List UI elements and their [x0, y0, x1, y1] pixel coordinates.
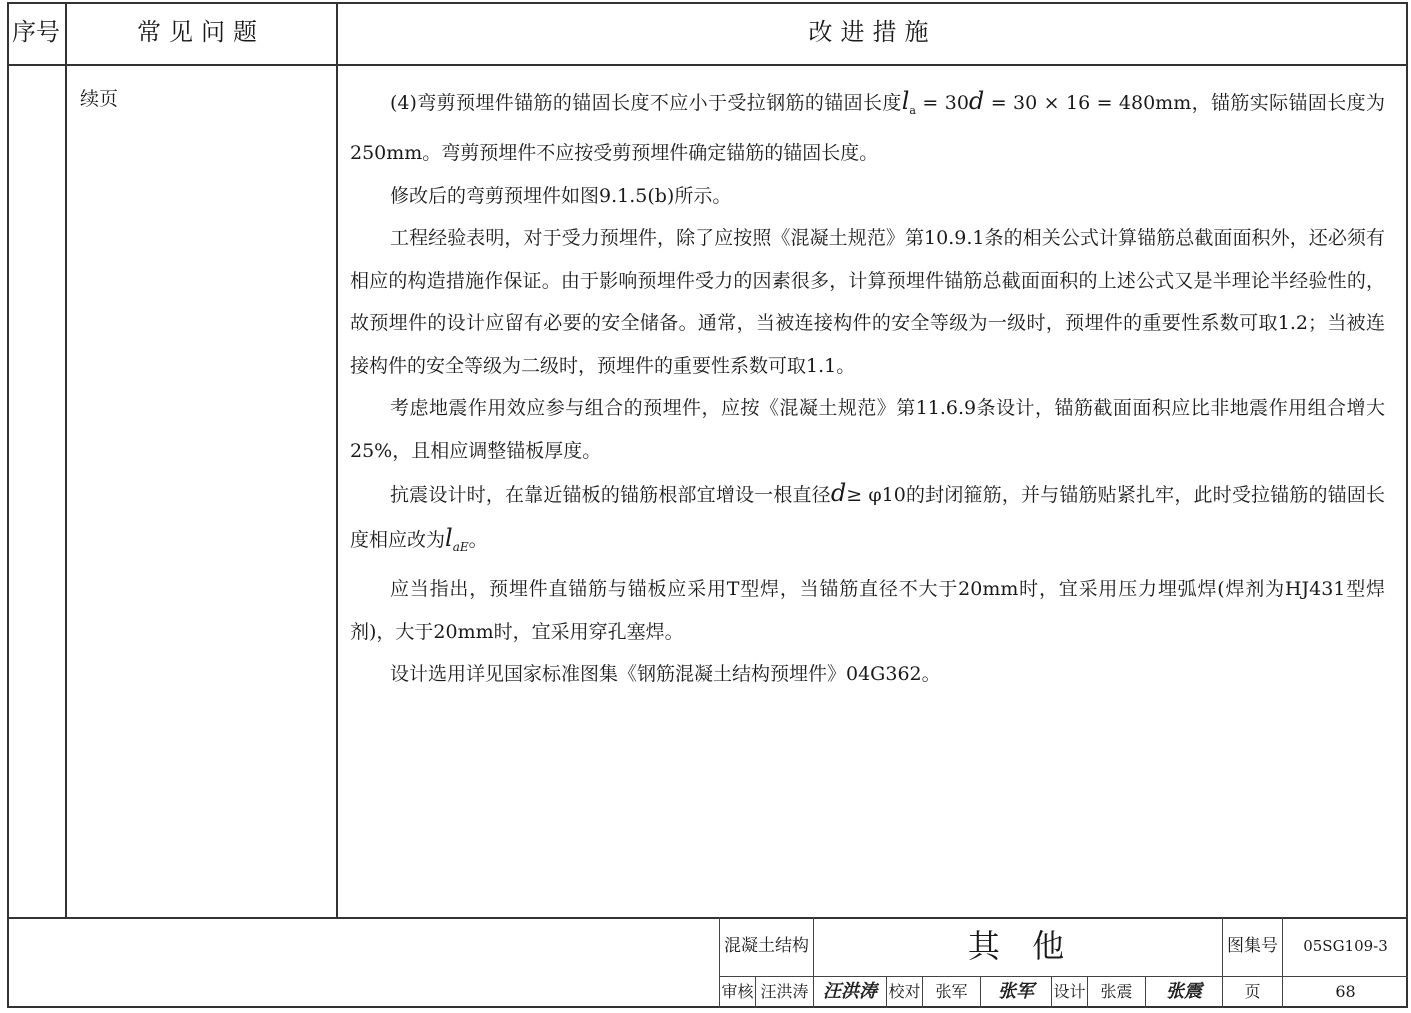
- paragraph-4: 考虑地震作用效应参与组合的预埋件，应按《混凝土规范》第11.6.9条设计，锚筋截面面积应比非地震作用组合增大25%，且相应调整锚板厚度。: [350, 397, 1385, 462]
- measures-text-block: [350, 80, 1385, 696]
- design-label: 设计: [1053, 982, 1086, 1001]
- header-common-problems: 常见问题: [137, 18, 265, 46]
- paragraph-5: 抗震设计时，在靠近锚板的锚筋根部宜增设一根直径d≥ φ10的封闭箍筋，并与锚筋贴紧扎牢，此时受拉锚筋的锚固长度相应改为$l_{aE}$。: [350, 479, 1385, 554]
- paragraph-7: 设计选用详见国家标准图集《钢筋混凝土结构预埋件》04G362。: [390, 663, 941, 686]
- paragraph-1: (4)弯剪预埋件锚筋的锚固长度不应小于受拉钢筋的锚固长度$l_a = 30d = 30 \times 16 = 480mm$，锚筋实际锚固长度为250mm。弯剪预埋件不应按受剪预埋件确定锚筋的锚固长度。: [350, 87, 1385, 165]
- review-label: 审核: [721, 982, 754, 1001]
- header-bottom-rule: [7, 64, 1408, 66]
- column-divider-1: [65, 2, 67, 917]
- review-signature: 汪洪涛: [823, 981, 877, 1002]
- column-divider-2: [336, 2, 338, 917]
- page-label: 页: [1244, 982, 1261, 1001]
- paragraph-2: 修改后的弯剪预埋件如图9.1.5(b)所示。: [390, 184, 732, 207]
- check-name: 张军: [935, 982, 968, 1001]
- header-improvement-measures: 改进措施: [808, 18, 937, 46]
- paragraph-3: 工程经验表明，对于受力预埋件，除了应按照《混凝土规范》第10.9.1条的相关公式计算锚筋总截面面积外，还必须有相应的构造措施作保证。由于影响预埋件受力的因素很多，计算预埋件锚筋总截面面积的上述公式又是半理论半经验性的，故预埋件的设计应留有必要的安全储备。通常，当被连接构件的安全等级为一级时，预埋件的重要性系数可取1.2；当被连接构件的安全等级为二级时，预埋件的重要性系数可取1.1。: [350, 227, 1385, 377]
- category-label: 混凝土结构: [724, 936, 809, 956]
- problem-label-continued: 续页: [80, 88, 119, 110]
- atlas-number: 05SG109-3: [1303, 937, 1388, 955]
- page-number: 68: [1335, 982, 1356, 1001]
- check-label: 校对: [888, 982, 921, 1001]
- design-name: 张震: [1100, 982, 1133, 1001]
- paragraph-6: 应当指出，预埋件直锚筋与锚板应采用T型焊，当锚筋直径不大于20mm时，宜采用压力埋弧焊(焊剂为HJ431型焊剂)，大于20mm时，宜采用穿孔塞焊。: [350, 578, 1385, 643]
- review-name: 汪洪涛: [760, 982, 809, 1001]
- atlas-number-label: 图集号: [1227, 936, 1278, 956]
- header-serial-number: 序号: [12, 18, 60, 46]
- check-signature: 张军: [998, 981, 1034, 1002]
- sheet-title: 其 他: [967, 927, 1069, 965]
- design-signature: 张震: [1166, 981, 1202, 1002]
